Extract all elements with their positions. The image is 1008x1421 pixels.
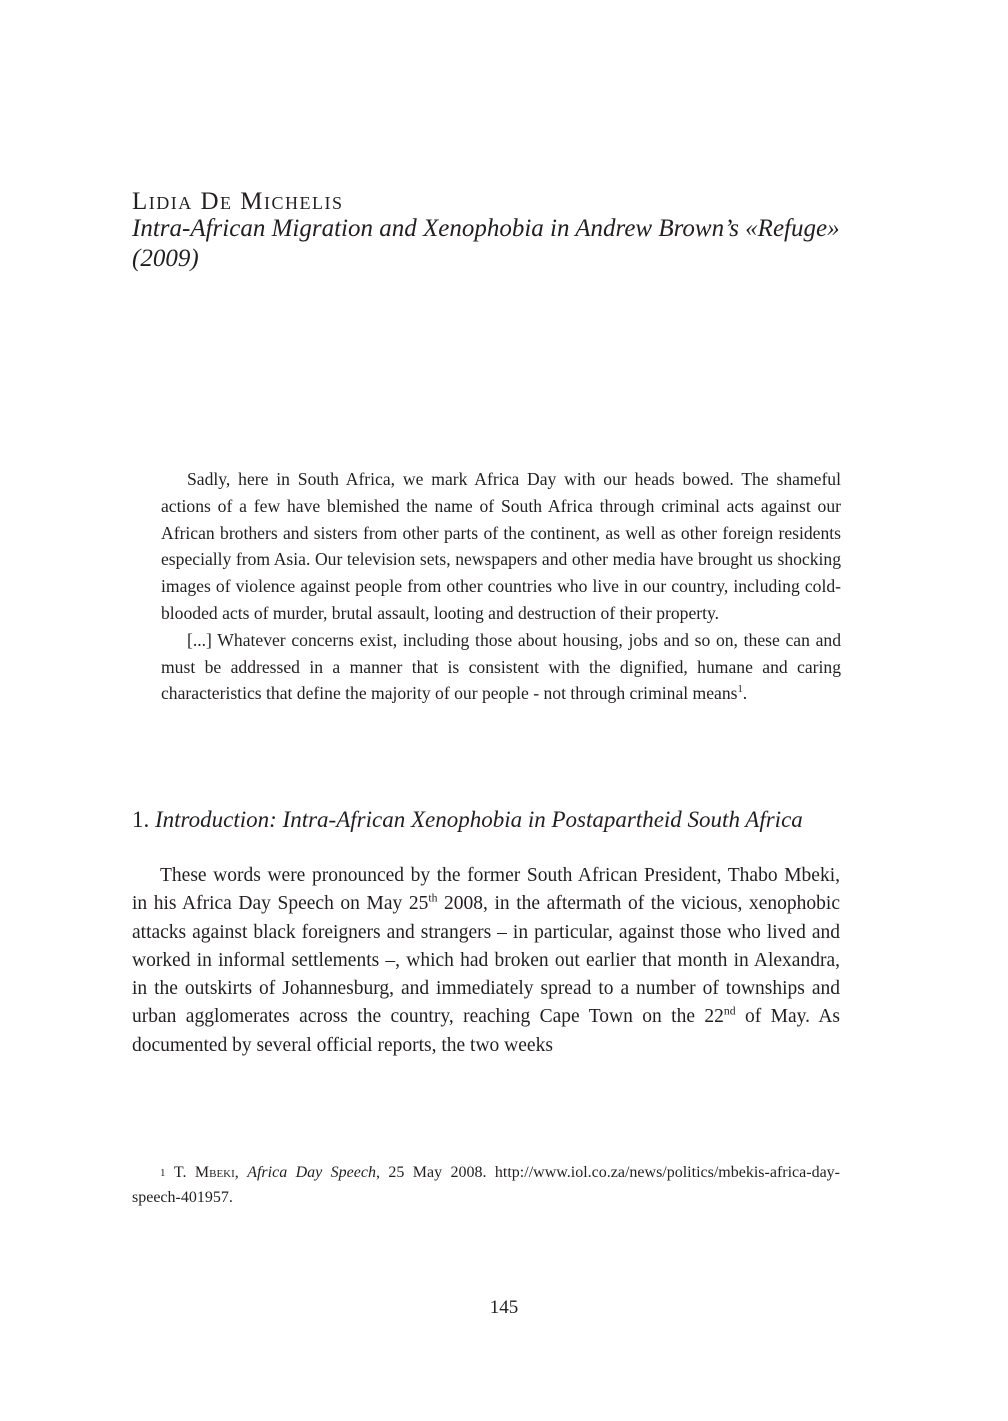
epigraph-quote (161, 466, 841, 707)
ordinal-superscript: th (428, 891, 438, 905)
page-number: 145 (489, 1297, 519, 1318)
footnote-author: T. Mbeki, (173, 1164, 239, 1181)
body-text: 2008, in the aftermath of the vicious, xenophobic attacks against black foreigners and strangers – in particular, against those who lived and worked in informal settlements –, which had broken out earlier that month in Alexandra, in the outskirts of Johannesburg, and immediately spread to a number of townships and urban agglomerates across the country, reaching Cape Town on the 22 (132, 893, 840, 1028)
footnote-text: , 25 May 2008. http://www.iol.co.za/news/politics/mbekis-africa-day-speech-401957. (132, 1164, 841, 1206)
section-heading (132, 805, 852, 835)
ordinal-superscript: nd (723, 1004, 736, 1018)
body-text: of May. As documented by several official reports, the two weeks (132, 1006, 840, 1056)
footnote-marker: 1 (737, 684, 743, 696)
epigraph-text-end: . (742, 683, 748, 704)
author-name: Lidia De Michelis (132, 188, 344, 215)
body-text: These words were pronounced by the former South African President, Thabo Mbeki, in his Africa Day Speech on May 25 (132, 865, 840, 915)
chapter-title: Intra-African Migration and Xenophobia in Andrew Brown’s «Refuge» (2009) (132, 215, 840, 272)
footnote-number: 1 (160, 1167, 166, 1179)
section-title: Introduction: Intra-African Xenophobia in Postapartheid South Africa (155, 807, 803, 832)
section-number: 1. (132, 807, 150, 832)
epigraph-paragraph: Sadly, here in South Africa, we mark Africa Day with our heads bowed. The shameful actions of a few have blemished the name of South Africa through criminal acts against our African brothers and sisters from other parts of the continent, as well as other foreign residents especially from Asia. Our television sets, newspapers and other media have brought us shocking images of violence against people from other countries who live in our country, including cold-blooded acts of murder, brutal assault, looting and destruction of their property. (161, 469, 841, 623)
body-paragraph (132, 862, 840, 1060)
epigraph-paragraph (161, 627, 841, 707)
epigraph-text: [...] Whatever concerns exist, including those about housing, jobs and so on, these can and must be addressed in a manner that is consistent with the dignified, humane and caring characteristics that define the majority of our people - not through criminal means (161, 629, 841, 704)
footnote-work-title: Africa Day Speech (247, 1164, 376, 1181)
footnote (132, 1160, 840, 1210)
